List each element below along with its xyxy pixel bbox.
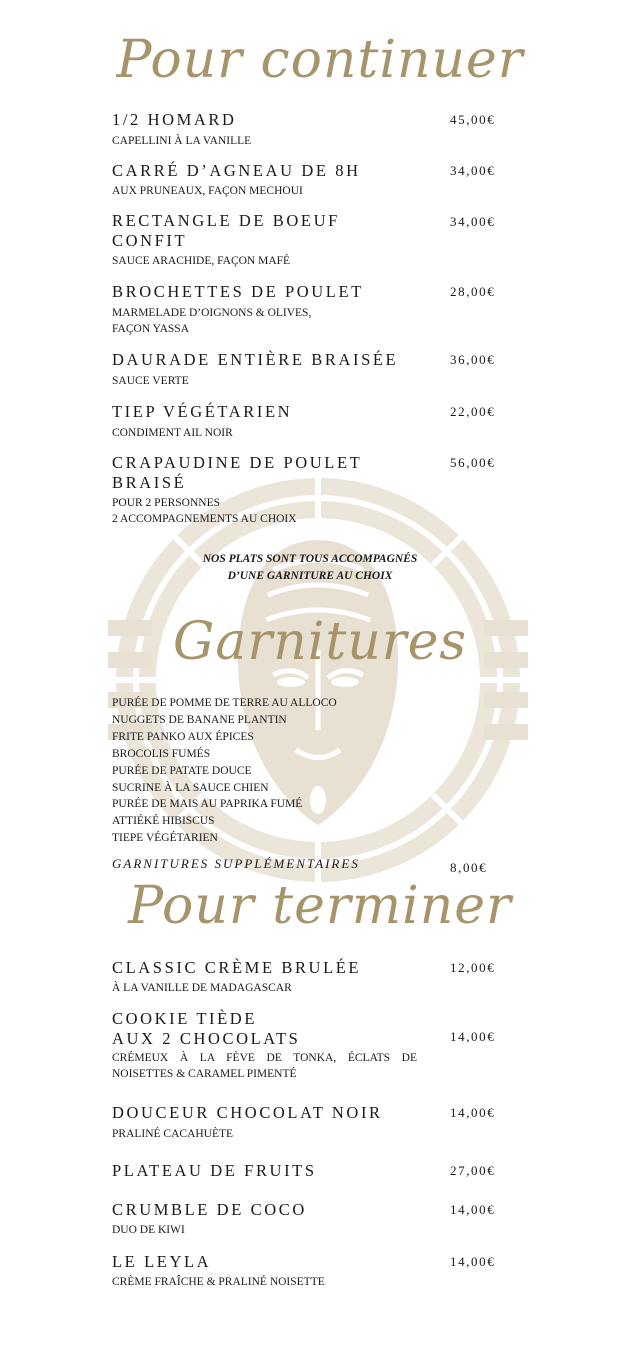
- dish-description: 2 ACCOMPAGNEMENTS AU CHOIX: [112, 513, 297, 525]
- dish-name: CLASSIC CRÈME BRULÉE: [112, 958, 362, 977]
- dish-price: 14,00€: [450, 1105, 496, 1120]
- dish-price: 12,00€: [450, 960, 496, 975]
- list-item: PURÉE DE POMME DE TERRE AU ALLOCO: [112, 697, 337, 709]
- list-item: BROCOLIS FUMÉS: [112, 747, 211, 760]
- garnish-list: [112, 695, 337, 847]
- dish-name: BROCHETTES DE POULET: [112, 282, 364, 301]
- list-item: SUCRINE À LA SAUCE CHIEN: [112, 781, 269, 794]
- list-item: ATTIÉKÉ HIBISCUS: [112, 815, 215, 828]
- dish-price: 14,00€: [450, 1254, 496, 1269]
- dish-name: DOUCEUR CHOCOLAT NOIR: [112, 1103, 383, 1122]
- dish-price: 28,00€: [450, 284, 496, 299]
- dish-name: TIEP VÉGÉTARIEN: [112, 402, 293, 421]
- dish-name: LE LEYLA: [112, 1252, 212, 1271]
- list-item: TIEPE VÉGÉTARIEN: [112, 832, 218, 845]
- list-item: PURÉE DE MAIS AU PAPRIKA FUMÉ: [112, 798, 303, 811]
- dish-price: 45,00€: [450, 112, 496, 127]
- dish-description: CONDIMENT AIL NOIR: [112, 427, 233, 439]
- dish-name: CONFIT: [112, 231, 188, 250]
- dish-name: CARRÉ D’AGNEAU DE 8H: [112, 161, 361, 180]
- dish-price: 34,00€: [450, 214, 496, 229]
- garnish-note: D’UNE GARNITURE AU CHOIX: [227, 570, 393, 582]
- dish-description: PRALINÉ CACAHUÈTE: [112, 1128, 234, 1140]
- supplement-price: 8,00€: [450, 860, 488, 875]
- section-title-dessert: Pour terminer: [128, 876, 512, 936]
- dish-name: CRAPAUDINE DE POULET: [112, 453, 363, 472]
- dish-description: FAÇON YASSA: [112, 323, 190, 335]
- dish-price: 34,00€: [450, 163, 496, 178]
- dish-name: PLATEAU DE FRUITS: [112, 1161, 317, 1180]
- dish-description: POUR 2 PERSONNES: [112, 497, 220, 509]
- dish-price: 22,00€: [450, 404, 496, 419]
- dish-description: CAPELLINI À LA VANILLE: [112, 135, 252, 147]
- list-item: FRITE PANKO AUX ÉPICES: [112, 730, 254, 743]
- dish-price: 56,00€: [450, 455, 496, 470]
- dish-price: 14,00€: [450, 1202, 496, 1217]
- list-item: NUGGETS DE BANANE PLANTIN: [112, 713, 287, 726]
- dish-description: CRÈME FRAÎCHE & PRALINÉ NOISETTE: [112, 1276, 325, 1288]
- dish-name: BRAISÉ: [112, 473, 187, 492]
- dish-name: COOKIE TIÈDE: [112, 1009, 257, 1028]
- dish-description: AUX PRUNEAUX, FAÇON MECHOUI: [112, 185, 303, 197]
- dish-name: DAURADE ENTIÈRE BRAISÉE: [112, 350, 399, 369]
- dish-name: 1/2 HOMARD: [112, 110, 237, 129]
- list-item: PURÉE DE PATATE DOUCE: [112, 764, 252, 777]
- dish-name: RECTANGLE DE BOEUF: [112, 211, 340, 230]
- dish-description: SAUCE ARACHIDE, FAÇON MAFÉ: [112, 255, 291, 267]
- garnish-note: NOS PLATS SONT TOUS ACCOMPAGNÉS: [202, 553, 418, 565]
- dish-description: CRÉMEUX À LA FÈVE DE TONKA, ÉCLATS DE NOISETTES & CARAMEL PIMENTÉ: [112, 1052, 417, 1080]
- supplement-label: GARNITURES SUPPLÉMENTAIRES: [112, 856, 360, 871]
- dish-name: AUX 2 CHOCOLATS: [112, 1029, 301, 1048]
- dish-description: SAUCE VERTE: [112, 375, 189, 387]
- dish-price: 14,00€: [450, 1029, 496, 1044]
- dish-description: MARMELADE D’OIGNONS & OLIVES,: [112, 307, 312, 319]
- dish-description: DUO DE KIWI: [112, 1224, 185, 1236]
- section-title-garnish: Garnitures: [172, 612, 468, 672]
- dish-name: CRUMBLE DE COCO: [112, 1200, 307, 1219]
- dish-description: À LA VANILLE DE MADAGASCAR: [112, 982, 292, 994]
- section-title-main: Pour continuer: [116, 30, 524, 90]
- dish-price: 36,00€: [450, 352, 496, 367]
- dish-price: 27,00€: [450, 1163, 496, 1178]
